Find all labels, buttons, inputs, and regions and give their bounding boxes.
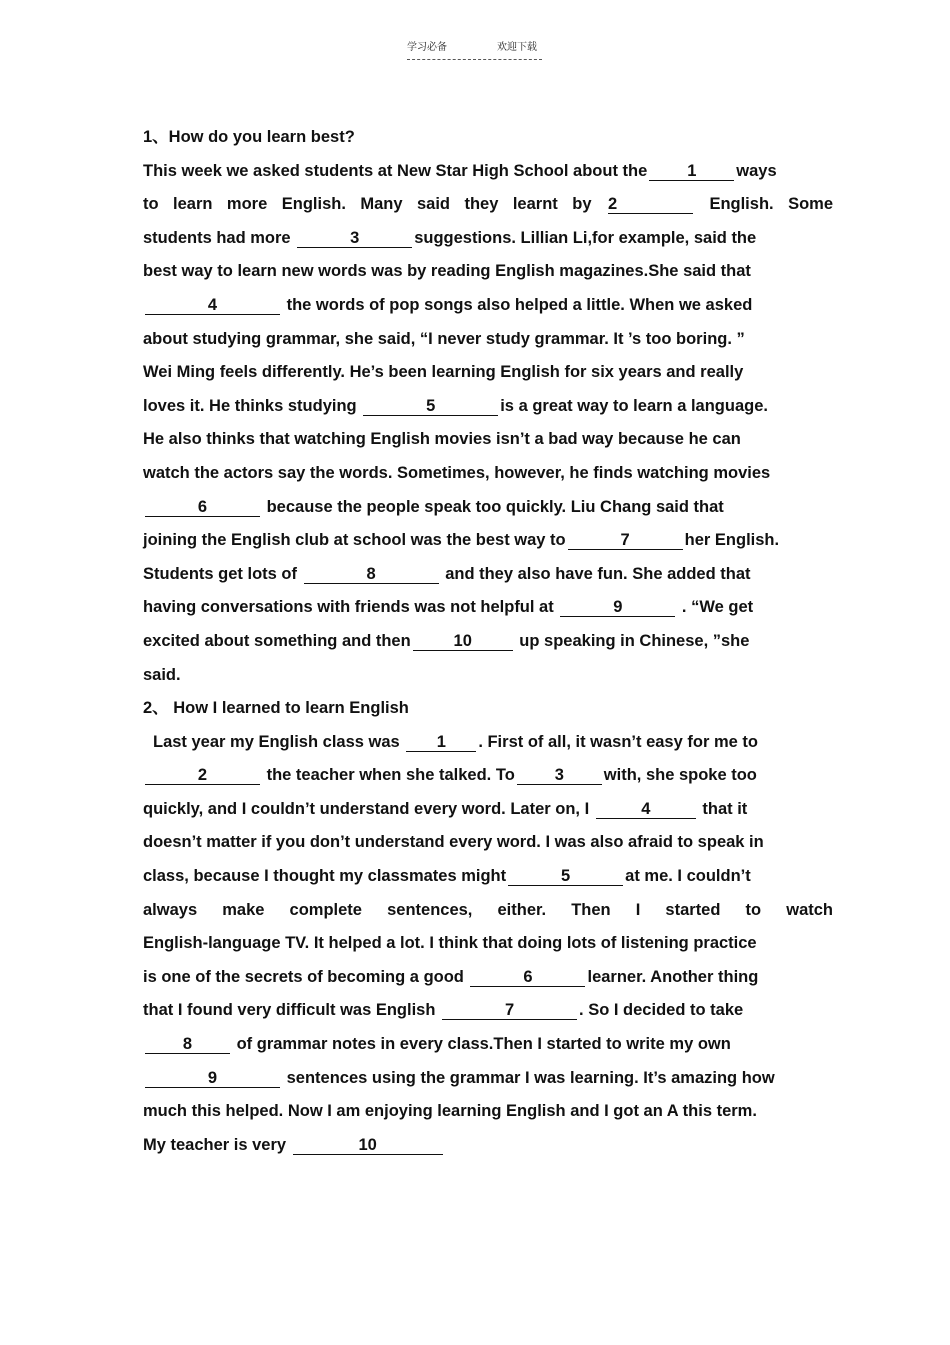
p2-line-9: that I found very difficult was English 7 . So I decided to take bbox=[143, 1001, 744, 1020]
p1-line-11: 6 because the people speak too quickly. Liu Chang said that bbox=[143, 491, 833, 525]
blank[interactable]: 2 bbox=[608, 195, 693, 214]
p2-line-12: much this helped. Now I am enjoying learning English and I got an A this term. bbox=[143, 1102, 757, 1121]
p2-line-11: 9 sentences using the grammar I was learning. It’s amazing how bbox=[143, 1062, 833, 1096]
p2-line-6: always make complete sentences, either. Then I started to watch bbox=[143, 900, 833, 919]
blank[interactable]: 3 bbox=[297, 229, 412, 248]
blank[interactable]: 7 bbox=[568, 531, 683, 550]
blank[interactable]: 6 bbox=[145, 498, 260, 517]
passage2-title: 2、 How I learned to learn English bbox=[143, 699, 409, 718]
p2-line-8: is one of the secrets of becoming a good 6 learner. Another thing bbox=[143, 967, 759, 986]
blank[interactable]: 5 bbox=[363, 397, 498, 416]
p2-line-13: My teacher is very 10 bbox=[143, 1129, 833, 1163]
p1-line-4: best way to learn new words was by reading English magazines.She said that bbox=[143, 262, 751, 281]
p2-line-7: English-language TV. It helped a lot. I think that doing lots of listening practice bbox=[143, 934, 757, 953]
p2-line-2: 2 the teacher when she talked. To 3 with, she spoke too bbox=[143, 759, 833, 793]
blank[interactable]: 5 bbox=[508, 867, 623, 886]
p1-line-10: watch the actors say the words. Sometimes, however, he finds watching movies bbox=[143, 463, 771, 482]
document-body bbox=[143, 121, 833, 1162]
p1-line-7: Wei Ming feels differently. He’s been learning English for six years and really bbox=[143, 363, 744, 382]
blank[interactable]: 9 bbox=[145, 1069, 280, 1088]
blank[interactable]: 4 bbox=[145, 296, 280, 315]
p2-line-10: 8 of grammar notes in every class.Then I started to write my own bbox=[143, 1028, 833, 1062]
p1-line-6: about studying grammar, she said, “I never study grammar. It ’s too boring. ” bbox=[143, 329, 745, 348]
p1-line-9: He also thinks that watching English movies isn’t a bad way because he can bbox=[143, 430, 741, 449]
blank[interactable]: 10 bbox=[293, 1136, 443, 1155]
page-header bbox=[407, 38, 542, 60]
p1-line-14: having conversations with friends was not helpful at 9 . “We get bbox=[143, 598, 754, 617]
blank[interactable]: 1 bbox=[406, 733, 476, 752]
blank[interactable]: 4 bbox=[596, 800, 696, 819]
blank[interactable]: 10 bbox=[413, 632, 513, 651]
p1-line-16: said. bbox=[143, 665, 181, 684]
blank[interactable]: 8 bbox=[145, 1035, 230, 1054]
p2-line-3: quickly, and I couldn’t understand every word. Later on, I 4 that it bbox=[143, 799, 748, 818]
p1-line-8: loves it. He thinks studying 5 is a great way to learn a language. bbox=[143, 396, 768, 415]
blank[interactable]: 8 bbox=[304, 565, 439, 584]
p1-line-3: students had more 3 suggestions. Lillian Li,for example, said the bbox=[143, 228, 757, 247]
p1-line-2: to learn more English. Many said they learnt by 2 English. Some bbox=[143, 195, 833, 214]
blank[interactable]: 2 bbox=[145, 766, 260, 785]
header-right: 欢迎下载 bbox=[497, 42, 537, 53]
p1-line-15: excited about something and then 10 up speaking in Chinese, ”she bbox=[143, 631, 750, 650]
p1-line-13: Students get lots of 8 and they also have fun. She added that bbox=[143, 564, 751, 583]
blank[interactable]: 3 bbox=[517, 766, 602, 785]
p2-line-4: doesn’t matter if you don’t understand every word. I was also afraid to speak in bbox=[143, 833, 764, 852]
p2-line-1: Last year my English class was 1 . First of all, it wasn’t easy for me to bbox=[153, 732, 758, 751]
blank[interactable]: 6 bbox=[470, 968, 585, 987]
p1-line-5: 4 the words of pop songs also helped a little. When we asked bbox=[143, 289, 833, 323]
p2-line-5: class, because I thought my classmates might 5 at me. I couldn’t bbox=[143, 867, 751, 886]
header-left: 学习必备 bbox=[407, 42, 447, 53]
blank[interactable]: 7 bbox=[442, 1001, 577, 1020]
passage1-title: 1、How do you learn best? bbox=[143, 128, 355, 146]
p1-line-1: This week we asked students at New Star High School about the 1 ways bbox=[143, 161, 777, 180]
blank[interactable]: 1 bbox=[649, 162, 734, 181]
p1-line-12: joining the English club at school was the best way to 7 her English. bbox=[143, 531, 780, 550]
blank[interactable]: 9 bbox=[560, 598, 675, 617]
